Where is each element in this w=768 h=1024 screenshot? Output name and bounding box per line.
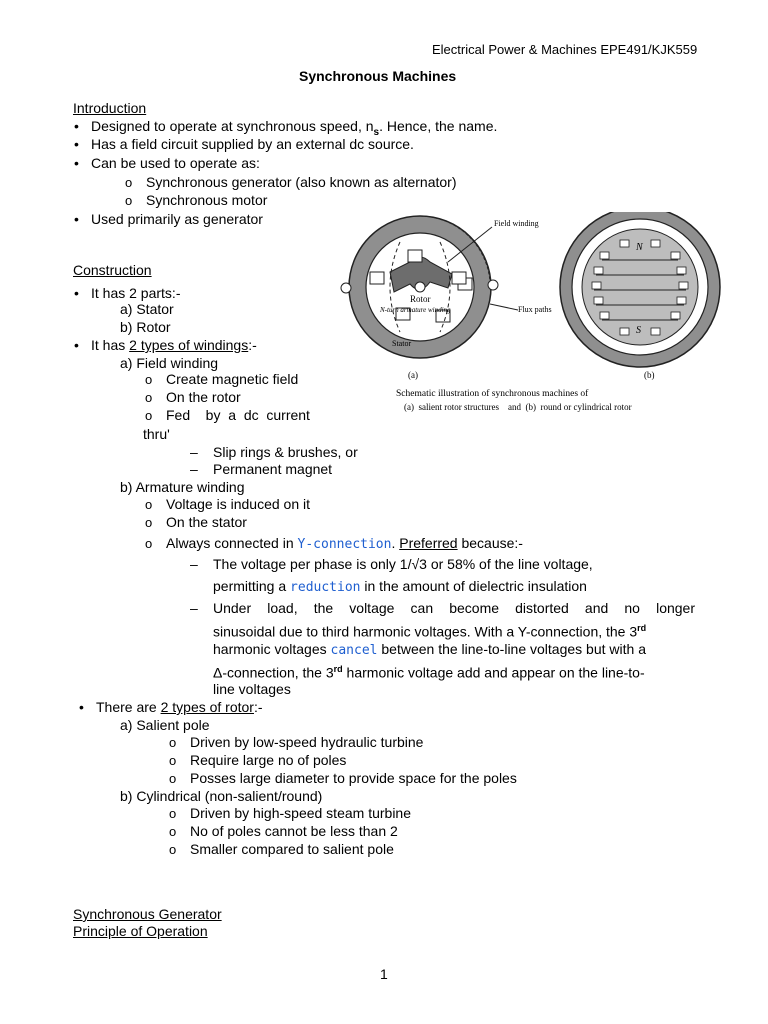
reason-2-line-1: – Under load, the voltage can become distorted and no longer xyxy=(213,600,695,617)
synchronous-machine-figure xyxy=(340,212,730,422)
fw-permanent-magnet: – Permanent magnet xyxy=(213,461,332,478)
salient-pole-item: a) Salient pole xyxy=(120,717,210,733)
intro-bullet-2: • Has a field circuit supplied by an external dc source. xyxy=(91,136,414,153)
principle-heading: Principle of Operation xyxy=(73,923,208,939)
label-b: (b) xyxy=(644,370,655,380)
sp-hydraulic: o Driven by low-speed hydraulic turbine xyxy=(190,734,423,751)
intro-heading: Introduction xyxy=(73,100,147,116)
reason-1-line-1: – The voltage per phase is only 1/√3 or 58% of the line voltage, xyxy=(213,556,593,573)
sp-large-diameter: o Posses large diameter to provide space for the poles xyxy=(190,770,517,787)
cy-steam: o Driven by high-speed steam turbine xyxy=(190,805,411,822)
page-title: Synchronous Machines xyxy=(299,68,457,84)
aw-y-connection: o Always connected in Y-connection. Preferred because:- xyxy=(166,535,523,553)
intro-bullet-4: • Used primarily as generator xyxy=(91,211,263,228)
reason-2-line-2: sinusoidal due to third harmonic voltages. With a Y-connection, the 3rd xyxy=(213,623,647,640)
course-header: Electrical Power & Machines EPE491/KJK559 xyxy=(432,42,698,57)
label-stator: Stator xyxy=(392,339,412,348)
page-number: 1 xyxy=(380,966,388,982)
reason-2-line-4: Δ-connection, the 3rd harmonic voltage add and appear on the line-to- xyxy=(213,664,645,681)
intro-bullet-3: • Can be used to operate as: xyxy=(91,155,260,172)
windings-bullet: • It has 2 types of windings:- xyxy=(91,337,257,354)
label-field-winding: Field winding xyxy=(494,219,539,228)
reason-1-line-2: permitting a reduction in the amount of dielectric insulation xyxy=(213,578,587,595)
rotor-types-bullet: • There are 2 types of rotor:- xyxy=(96,699,263,716)
cylindrical-rotor-diagram xyxy=(560,212,720,367)
svg-text:N: N xyxy=(636,242,643,253)
fw-create-field: o Create magnetic field xyxy=(166,371,298,388)
reason-2-line-5: line voltages xyxy=(213,681,291,697)
svg-text:S: S xyxy=(636,325,641,336)
label-rotor: Rotor xyxy=(410,294,431,304)
part-rotor: b) Rotor xyxy=(120,319,171,335)
intro-sub-motor: o Synchronous motor xyxy=(146,192,267,209)
figure-caption-1: Schematic illustration of synchronous machines of xyxy=(396,389,589,399)
salient-rotor-diagram xyxy=(341,216,498,358)
cy-poles: o No of poles cannot be less than 2 xyxy=(190,823,398,840)
cy-smaller: o Smaller compared to salient pole xyxy=(190,841,394,858)
part-stator: a) Stator xyxy=(120,301,174,317)
label-flux-paths: Flux paths xyxy=(518,305,552,314)
fw-on-rotor: o On the rotor xyxy=(166,389,241,406)
aw-voltage-induced: o Voltage is induced on it xyxy=(166,496,310,513)
parts-bullet: • It has 2 parts:- xyxy=(91,285,180,302)
fw-slip-rings: – Slip rings & brushes, or xyxy=(213,444,358,461)
generator-heading: Synchronous Generator xyxy=(73,906,222,922)
reason-2-line-3: harmonic voltages cancel between the line-to-line voltages but with a xyxy=(213,641,646,658)
fw-fed-by-dc: o Fed by a dc current xyxy=(166,407,327,424)
construction-heading: Construction xyxy=(73,262,152,278)
intro-sub-generator: o Synchronous generator (also known as alternator) xyxy=(146,174,457,191)
cylindrical-item: b) Cylindrical (non-salient/round) xyxy=(120,788,323,804)
figure-caption-2: (a) salient rotor structures and (b) round or cylindrical rotor xyxy=(404,402,632,412)
intro-bullet-1: • Designed to operate at synchronous speed, $n_s$. Hence, the name. xyxy=(91,118,497,141)
sp-large-poles: o Require large no of poles xyxy=(190,752,346,769)
label-armature: N-turn armature winding xyxy=(380,306,451,314)
aw-on-stator: o On the stator xyxy=(166,514,247,531)
armature-winding-item: b) Armature winding xyxy=(120,479,245,495)
field-winding-item: a) Field winding xyxy=(120,355,219,371)
label-a: (a) xyxy=(408,370,418,380)
fw-thru: thru' xyxy=(143,426,170,442)
